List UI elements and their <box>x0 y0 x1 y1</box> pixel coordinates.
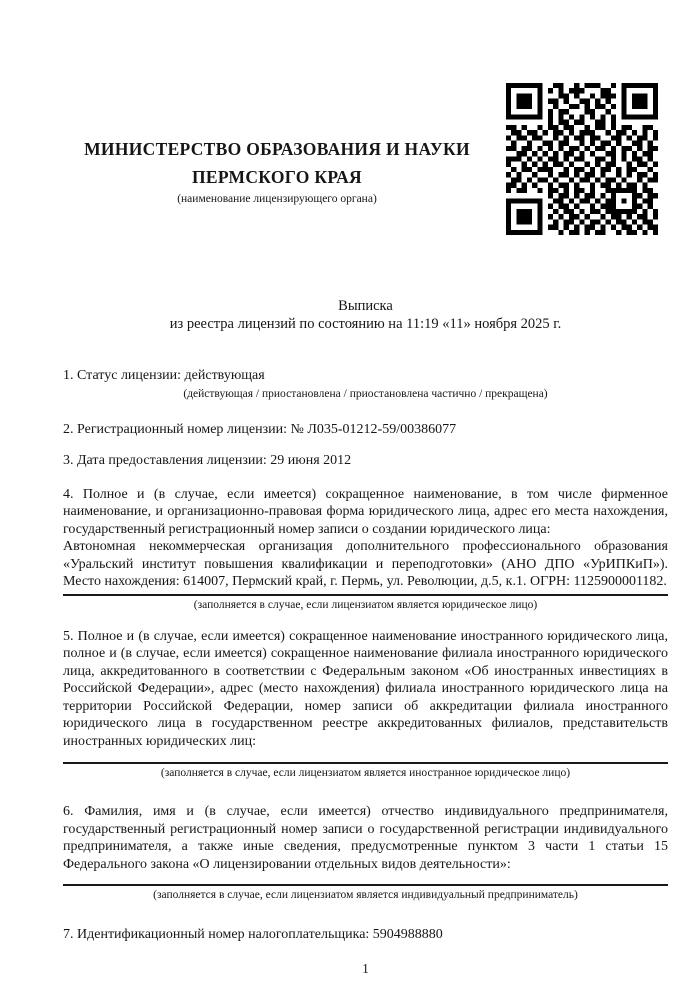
item-license-date <box>63 452 668 470</box>
item-text: 6. Фамилия, имя и (в случае, если имеется) отчество индивидуального предпринимателя, государственный регистрационный номер записи о государственной регистрации индивидуального предпринимателя, а также иные сведения, предусмотренные пунктом 3 части 1 статьи 15 Федерального закона «О лицензировании отдельных видов деятельности»: <box>63 804 668 872</box>
item-value: Автономная некоммерческая организация дополнительного профессионального образования «Уральский институт повышения квалификации и переподготовки» (АНО ДПО «УрИПКиП»). Место нахождения: 614007, Пермский край, г. Пермь, ул. Революции, д.5, к.1. ОГРН: 1125900001182. <box>63 539 668 589</box>
fill-line <box>63 594 668 596</box>
page-number: 1 <box>362 960 369 976</box>
item-registration-number <box>63 421 668 439</box>
item-text: 7. Идентификационный номер налогоплательщика: 5904988880 <box>63 927 443 942</box>
item-text: 1. Статус лицензии: действующая <box>63 368 265 383</box>
item-caption: (заполняется в случае, если лицензиатом является юридическое лицо) <box>193 598 538 611</box>
item-legal-entity <box>63 486 668 612</box>
license-items <box>63 367 668 944</box>
ministry-name-line2: ПЕРМСКОГО КРАЯ <box>192 167 362 187</box>
item-text: 3. Дата предоставления лицензии: 29 июня 2012 <box>63 453 352 468</box>
document-content <box>63 0 668 977</box>
fill-line <box>63 762 668 764</box>
item-caption: (действующая / приостановлена / приостановлена частично / прекращена) <box>183 387 548 400</box>
item-caption: (заполняется в случае, если лицензиатом является индивидуальный предприниматель) <box>153 889 578 901</box>
ministry-name-line1: МИНИСТЕРСТВО ОБРАЗОВАНИЯ И НАУКИ <box>84 139 470 159</box>
ministry-caption: (наименование лицензирующего органа) <box>177 193 377 205</box>
document-title-line2: из реестра лицензий по состоянию на 11:19 «11» ноября 2025 г. <box>169 315 562 332</box>
item-license-status <box>63 367 668 401</box>
item-text: 5. Полное и (в случае, если имеется) сокращенное наименование иностранного юридического лица, полное и (в случае, если имеется) сокращенное наименование филиала иностранного юридического лица, аккредитованного в соответствии с Федеральным законом «Об иностранных инвестициях в Российской Федерации», адрес (место нахождения) филиала иностранного юридического лица на территории Российской Федерации, номер записи об аккредитации филиала иностранного юридического лица в государственном реестре аккредитованных филиалов, представительств иностранных юридических лиц: <box>63 628 668 749</box>
item-foreign-entity <box>63 628 668 781</box>
item-individual-entrepreneur <box>63 803 668 902</box>
ministry-header <box>63 135 491 206</box>
item-text: 2. Регистрационный номер лицензии: № Л035-01212-59/00386077 <box>63 421 457 437</box>
document-title-line1: Выписка <box>338 298 393 314</box>
document-title <box>63 298 668 333</box>
item-text: 4. Полное и (в случае, если имеется) сокращенное наименование, в том числе фирменное наименование, и организационно-правовая форма юридического лица, адрес его места нахождения, государственный регистрационный номер записи о создании юридического лица: <box>63 486 668 537</box>
item-caption: (заполняется в случае, если лицензиатом является иностранное юридическое лицо) <box>160 767 571 779</box>
item-taxpayer-number <box>63 926 668 944</box>
fill-line <box>63 884 668 886</box>
